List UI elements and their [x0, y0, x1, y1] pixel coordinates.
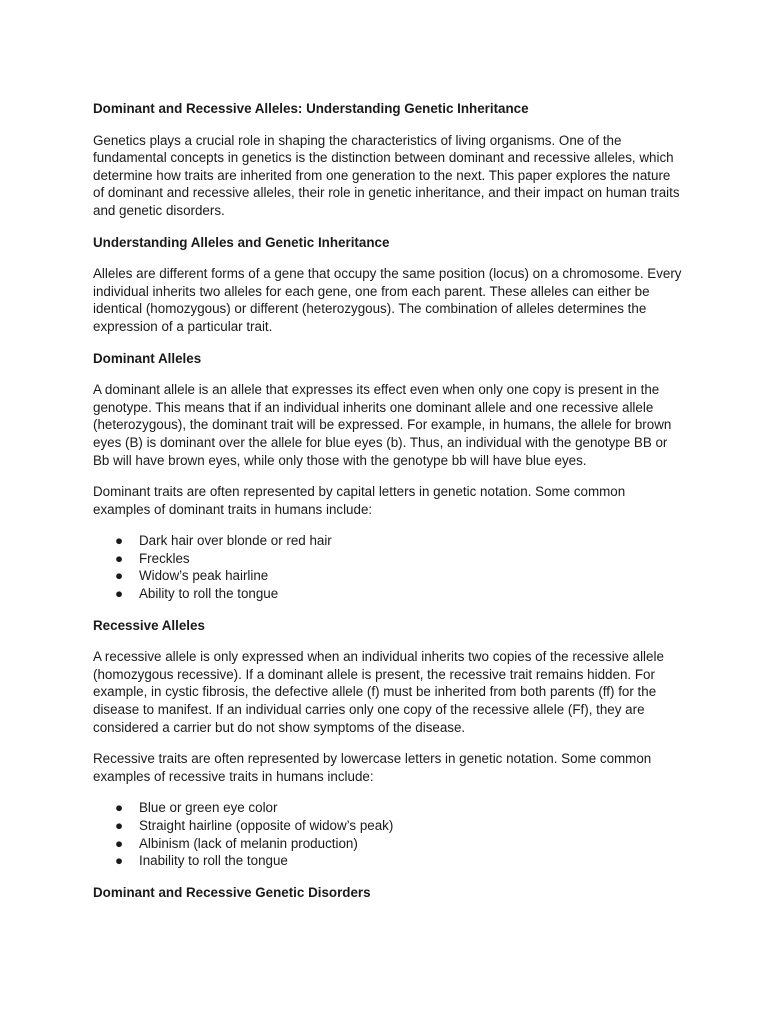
dominant-paragraph-1: A dominant allele is an allele that expresses its effect even when only one copy is present in the genotype. This means that if an individual inherits one dominant allele and one recessive allele (heterozygous), the dominant trait will be expressed. For example, in humans, the allele for brown eyes (B) is dominant over the allele for blue eyes (b). Thus, an individual with the genotype BB or Bb will have brown eyes, while only those with the genotype bb will have blue eyes.	[93, 382, 672, 468]
recessive-paragraph-1: A recessive allele is only expressed when an individual inherits two copies of the recessive allele (homozygous recessive). If a dominant allele is present, the recessive trait remains hidden. For example, in cystic fibrosis, the defective allele (f) must be inherited from both parents (ff) for the disease to manifest. If an individual carries only one copy of the recessive allele (Ff), they are considered a carrier but do not show symptoms of the disease.	[93, 649, 664, 735]
list-item-text: Freckles	[139, 550, 190, 566]
list-item	[93, 532, 683, 550]
intro-paragraph: Genetics plays a crucial role in shaping the characteristics of living organisms. One of the fundamental concepts in genetics is the distinction between dominant and recessive alleles, which determine how traits are inherited from one generation to the next. This paper explores the nature of dominant and recessive alleles, their role in genetic inheritance, and their impact on human traits and genetic disorders.	[93, 132, 680, 218]
list-item	[93, 835, 683, 853]
list-item	[93, 567, 683, 585]
list-item	[93, 799, 683, 817]
list-item-text: Dark hair over blonde or red hair	[139, 533, 332, 549]
list-item-text: Straight hairline (opposite of widow’s peak)	[139, 818, 394, 833]
bullet-icon: ●	[115, 550, 124, 566]
list-item	[93, 852, 683, 870]
recessive-paragraph-2: Recessive traits are often represented by lowercase letters in genetic notation. Some common examples of recessive traits in humans include:	[93, 751, 652, 784]
bullet-icon: ●	[115, 568, 124, 584]
bullet-icon: ●	[115, 835, 124, 851]
list-item	[93, 817, 683, 835]
list-item-text: Inability to roll the tongue	[139, 853, 288, 869]
bullet-icon: ●	[115, 586, 124, 602]
section-heading-alleles: Understanding Alleles and Genetic Inheritance	[93, 234, 390, 250]
bullet-icon: ●	[115, 853, 124, 869]
bullet-icon: ●	[115, 818, 124, 833]
document-body	[93, 100, 683, 915]
alleles-paragraph: Alleles are different forms of a gene that occupy the same position (locus) on a chromosome. Every individual inherits two alleles for each gene, one from each parent. These alleles can either be identical (homozygous) or different (heterozygous). The combination of alleles determines the expression of a particular trait.	[93, 266, 682, 334]
list-item-text: Albinism (lack of melanin production)	[139, 835, 358, 851]
dominant-traits-list	[93, 532, 683, 602]
bullet-icon: ●	[115, 533, 124, 549]
list-item	[93, 585, 683, 603]
dominant-paragraph-2: Dominant traits are often represented by capital letters in genetic notation. Some common examples of dominant traits in humans include:	[93, 484, 626, 517]
list-item-text: Widow’s peak hairline	[139, 568, 269, 584]
section-heading-dominant: Dominant Alleles	[93, 350, 202, 366]
list-item-text: Blue or green eye color	[139, 800, 278, 816]
list-item-text: Ability to roll the tongue	[139, 586, 279, 602]
recessive-traits-list	[93, 799, 683, 869]
section-heading-recessive: Recessive Alleles	[93, 617, 205, 633]
document-title: Dominant and Recessive Alleles: Understanding Genetic Inheritance	[93, 101, 529, 116]
bullet-icon: ●	[115, 800, 124, 816]
section-heading-disorders: Dominant and Recessive Genetic Disorders	[93, 884, 371, 900]
list-item	[93, 550, 683, 568]
